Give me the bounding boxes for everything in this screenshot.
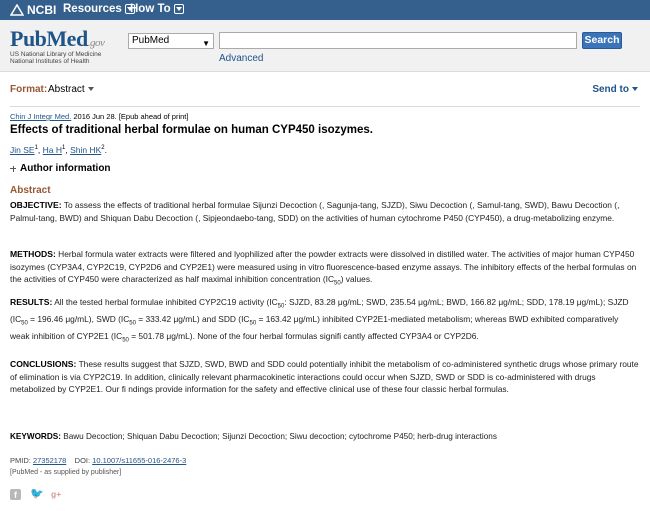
author-link[interactable]: Shin HK (70, 145, 102, 155)
chevron-down-icon (174, 4, 184, 14)
author-affil: 2 (101, 145, 105, 152)
author-link[interactable]: Ha H (42, 145, 63, 155)
format-row (0, 72, 650, 106)
ic50-subscript: 50 (334, 280, 341, 287)
chevron-down-icon (632, 87, 638, 91)
citation-date: 2016 Jun 28. [Epub ahead of print] (71, 112, 189, 121)
abstract-conclusions (10, 358, 640, 396)
author-affil: 1 (34, 145, 38, 152)
results-text: All the tested herbal formulae inhibited CYP2C19 activity (IC (54, 297, 278, 307)
abstract-methods (10, 248, 640, 290)
ic50-subscript: 50 (21, 320, 28, 327)
chevron-down-icon (88, 87, 94, 91)
author-link[interactable]: Jin SE (10, 145, 35, 155)
ic50-subscript: 50 (277, 303, 285, 310)
abstract-objective (10, 199, 640, 224)
ic50-subscript: 50 (129, 320, 136, 327)
database-select[interactable] (128, 33, 214, 49)
howto-menu-label: How To (130, 3, 171, 15)
results-label: RESULTS: (10, 297, 53, 307)
format-label: Format: (10, 84, 48, 95)
methods-label: METHODS: (10, 249, 56, 259)
chevron-down-icon: ▼ (202, 39, 210, 48)
database-select-value: PubMed (132, 35, 170, 46)
results-text: = 501.78 μg/mL). None of the four herbal formulas signifi cantly affected CYP3A4 or CYP2D6. (128, 331, 479, 342)
search-header (0, 20, 650, 72)
pubmed-logo[interactable] (10, 26, 104, 66)
abstract-results (10, 296, 640, 348)
ncbi-logo-text: NCBI (27, 3, 57, 17)
results-text: = 163.42 μg/mL) inhibited CYP2E1-mediated metabolism; whereas BWD exhibited comparatively weak inhibition of CYP2E1 (IC (10, 314, 619, 342)
brand-pub: Pub (10, 26, 47, 51)
citation-line (10, 112, 188, 121)
send-to-dropdown[interactable] (592, 84, 638, 95)
resources-menu[interactable] (63, 3, 135, 15)
article-title: Effects of traditional herbal formulae on human CYP450 isozymes. (10, 124, 373, 136)
abstract-heading: Abstract (10, 185, 51, 196)
identifiers (10, 456, 186, 465)
author-affil: 1 (62, 145, 66, 152)
ic50-subscript: 50 (122, 338, 129, 345)
methods-text-end: ) values. (340, 274, 373, 284)
objective-label: OBJECTIVE: (10, 200, 62, 210)
divider (10, 106, 640, 107)
ic50-subscript: 50 (249, 320, 257, 327)
pmid-label: PMID: (10, 456, 31, 465)
keywords-text: Bawu Decoction; Shiquan Dabu Decoction; Sijunzi Decoction; Siwu decoction; cytochrome P450; herb-drug interactions (63, 432, 497, 441)
objective-text: To assess the effects of traditional herbal formulae Sijunzi Decoction (, Sagunja-tang, SJZD), Siwu Decoction (, Samul-tang, SWD), Bawu Decoction (, Palmul-tang, BWD) and Shiquan Dabu Decoction (, Sipjeondaebo-tang, SDD) on the activities of human cytochrome P450 (CYP450), a drug-metabolizing enzyme. (10, 200, 620, 223)
social-share (10, 489, 63, 500)
author-list: Jin $SE^1$, Ha $H^1$, Shin $HK^2$. (10, 145, 108, 155)
author-information-toggle[interactable] (10, 163, 111, 174)
conclusions-text: These results suggest that SJZD, SWD, BWD and SDD could potentially inhibit the metabolism of co-administered synthetic drugs whose primary route of elimination is via CYP2C19. In addition, clinically relevant pharmacokinetic interactions could occur when SJZD, SWD or SDD is co-administered with drugs metabolized by CYP2E1. Our fi ndings provide information for the safety and effective clinical use of these four classic herbal formulas. (10, 359, 639, 394)
keywords (10, 432, 497, 441)
nih-line: National Institutes of Health (10, 58, 90, 65)
ncbi-top-bar (0, 0, 650, 20)
methods-text: Herbal formula water extracts were filtered and lyophilized after the powder extracts were dissolved in distilled water. The activities of major human CYP450 isozymes (CYP3A4, CYP2C19, CYP2D6 and CYP2E1) were measured using in vitro fluorescence-based enzyme assays. The inhibitory effects of the herbal formulas on the activities of CYP450 were characterized as half maximal inhibition concentration (IC (10, 249, 637, 284)
send-to-label: Send to (592, 84, 629, 95)
conclusions-label: CONCLUSIONS: (10, 359, 77, 369)
journal-link[interactable]: Chin J Integr Med. (10, 112, 72, 121)
format-dropdown[interactable] (48, 84, 94, 95)
ncbi-logo[interactable] (10, 3, 56, 17)
nlm-line: US National Library of Medicine (10, 51, 102, 58)
doi-link[interactable]: 10.1007/s11655-016-2476-3 (92, 456, 187, 465)
results-text: : SJZD, 83.28 μg/mL; SWD, 235.54 μg/mL; BWD, 166.82 μg/mL; SDD, 178.19 μg/mL); SJZD (IC (10, 297, 629, 325)
pubmed-brand (10, 26, 104, 52)
pmid-link[interactable]: 27352178 (32, 456, 67, 465)
search-input[interactable] (219, 32, 577, 49)
doi-label: DOI: (74, 456, 91, 465)
google-plus-icon[interactable]: g+ (51, 489, 62, 499)
plus-icon (10, 166, 16, 172)
brand-gov: .gov (87, 37, 105, 49)
howto-menu[interactable] (130, 3, 184, 15)
keywords-label: KEYWORDS: (10, 432, 61, 441)
results-text: = 333.42 μg/mL) and SDD (IC (135, 314, 250, 325)
ncbi-logo-icon (10, 4, 24, 16)
publisher-note: [PubMed - as supplied by publisher] (10, 469, 122, 476)
author-information-label: Author information (20, 163, 111, 174)
facebook-icon[interactable]: f (10, 489, 21, 500)
twitter-icon[interactable]: 🐦 (30, 488, 44, 500)
brand-med: Med (46, 26, 88, 51)
results-text: = 196.46 μg/mL), SWD (IC (27, 314, 130, 325)
search-button[interactable]: Search (582, 32, 622, 49)
resources-menu-label: Resources (63, 3, 122, 15)
advanced-search-link[interactable]: Advanced (219, 53, 264, 64)
format-value: Abstract (48, 84, 85, 95)
